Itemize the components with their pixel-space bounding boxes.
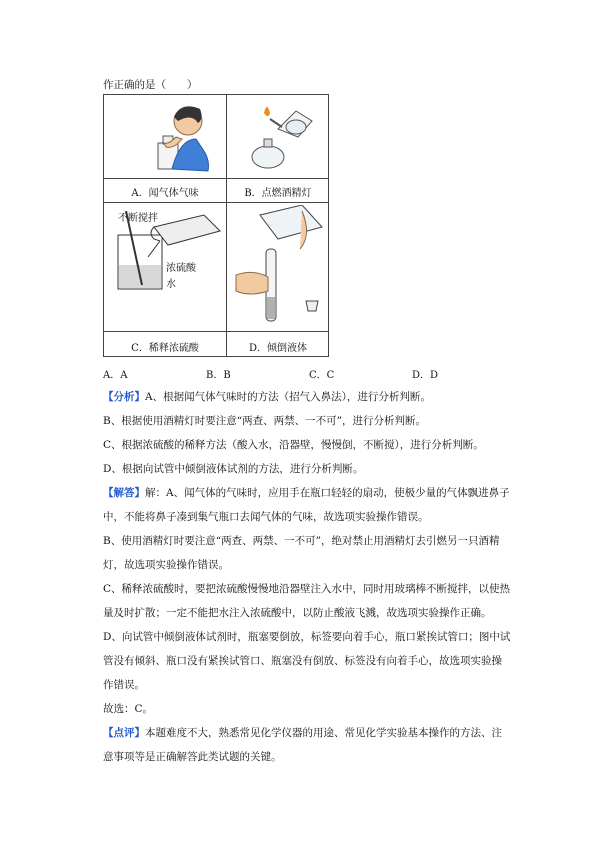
solution-line-5: C、稀释浓硫酸时，要把浓硫酸慢慢地沿器壁注入水中，同时用玻璃棒不断搅拌，以使热 [103, 583, 511, 595]
acid-label: 浓硫酸 [166, 263, 196, 274]
solution-line-3: B、使用酒精灯时要注意“两查、两禁、一不可”，绝对禁止用酒精灯去引燃另一只酒精 [103, 535, 500, 547]
water-label: 水 [166, 279, 176, 290]
choice-c: C．C [309, 370, 335, 381]
analysis-line-3: C、根据浓硫酸的稀释方法（酸入水，沿器壁，慢慢倒，不断搅），进行分析判断。 [103, 439, 484, 451]
analysis-line-1: 【分析】A、根据闻气体气味时的方法（招气入鼻法），进行分析判断。 [103, 391, 431, 403]
comment-tag: 【点评】 [103, 727, 145, 739]
table-divider-2 [104, 202, 328, 203]
analysis-line-2: B、根据使用酒精灯时要注意“两查、两禁、一不可”，进行分析判断。 [103, 415, 426, 427]
choice-a: A．A [103, 370, 128, 381]
solution-tag: 【解答】 [103, 487, 145, 499]
pour-liquid-illustration [230, 205, 326, 329]
analysis-line-4: D、根据向试管中倾倒液体试剂的方法，进行分析判断。 [103, 463, 364, 475]
alcohol-lamp-illustration [234, 99, 324, 175]
caption-c: C．稀释浓硫酸 [131, 343, 199, 354]
table-divider-vertical [226, 95, 227, 356]
solution-answer: 故选：C。 [103, 703, 154, 715]
caption-a: A．闻气体气味 [131, 188, 199, 199]
choice-d: D．D [412, 370, 439, 381]
caption-d: D．倾倒液体 [248, 343, 308, 354]
comment-line-1: 【点评】本题难度不大，熟悉常见化学仪器的用途、常见化学实验基本操作的方法、注 [103, 727, 502, 739]
choice-b: B．B [206, 370, 231, 381]
comment-line-2: 意事项等是正确解答此类试题的关键。 [103, 751, 282, 763]
table-divider-3 [104, 331, 328, 332]
options-table [103, 94, 329, 357]
stir-label: 不断搅拌 [118, 213, 158, 224]
solution-line-2: 中，不能将鼻子凑到集气瓶口去闻气体的气味，故选项实验操作错误。 [103, 511, 429, 523]
analysis-tag: 【分析】 [103, 391, 145, 403]
solution-line-8: 管没有倾斜、瓶口没有紧挨试管口、瓶塞没有倒放、标签没有向着手心，故选项实验操 [103, 655, 502, 667]
caption-b: B．点燃酒精灯 [244, 188, 312, 199]
solution-line-1: 【解答】解：A、闻气体的气味时，应用手在瓶口轻轻的扇动，使极少量的气体飘进鼻子 [103, 487, 510, 499]
table-divider-1 [104, 178, 328, 179]
solution-line-9: 作错误。 [103, 679, 145, 691]
solution-line-6: 量及时扩散；一定不能把水注入浓硫酸中，以防止酸液飞溅，故选项实验操作正确。 [103, 607, 492, 619]
smell-gas-illustration [112, 99, 222, 175]
solution-line-4: 灯，故选项实验操作错误。 [103, 559, 229, 571]
question-tail: 作正确的是（ ） [103, 79, 198, 91]
solution-line-7: D、向试管中倾倒液体试剂时，瓶塞要倒放，标签要向着手心，瓶口紧挨试管口；图中试 [103, 631, 511, 643]
